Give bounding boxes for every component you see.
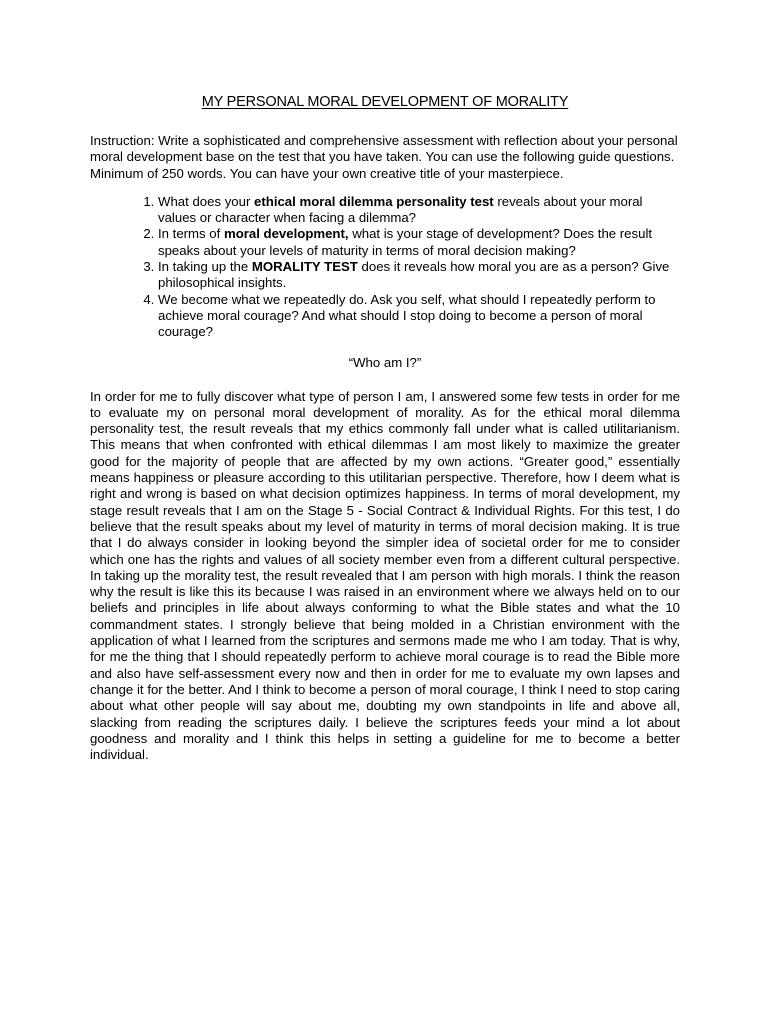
document-title: MY PERSONAL MORAL DEVELOPMENT OF MORALITY [201, 94, 569, 110]
essay-subtitle: “Who am I?” [348, 354, 422, 370]
essay-body: In order for me to fully discover what type of person I am, I answered some few tests in order for me to evaluate my on personal moral development of morality. As for the ethical moral dilemma personality test, the result reveals that my ethics commonly fall under what is called utilitarianism. This means that when confronted with ethical dilemmas I am most likely to maximize the greater good for the majority of people that are affected by my own actions. “Greater good,” essentially means happiness or pleasure according to this utilitarian perspective. Therefore, how I deem what is right and wrong is based on what decision optimizes happiness. In terms of moral development, my stage result reveals that I am on the Stage 5 - Social Contract & Individual Rights. For this test, I do believe that the result speaks about my level of maturity in terms of moral decision making. It is true that I do always consider in looking beyond the simpler idea of societal order for me to consider which one has the rights and values of all society member even from a different cultural perspective. In taking up the morality test, the result revealed that I am person with high morals. I think the reason why the result is like this its because I was raised in an environment where we always held on to our beliefs and principles in life about always conforming to what the Bible states and what the 10 commandment states. I strongly believe that being molded in a Christian environment with the application of what I learned from the scriptures and sermons made me who I am today. That is why, for me the thing that I should repeatedly perform to achieve moral courage is to read the Bible more and also have self-assessment every now and then in order for me to evaluate my own lapses and change it for the better. And I think to become a person of moral courage, I think I need to stop caring about what other people will say about me, doubting my own standpoints in life and above all, slacking from reading the scriptures daily. I believe the scriptures feeds your mind a lot about goodness and morality and I think this helps in setting a guideline for me to become a better individual. [90, 388, 680, 763]
guide-question: 1. What does your ethical moral dilemma personality test reveals about your moral values or character when facing a dilemma? [158, 194, 680, 227]
guide-questions-list [90, 194, 680, 341]
guide-question: 3. In taking up the MORALITY TEST does it reveals how moral you are as a person? Give philosophical insights. [158, 259, 680, 292]
instruction-paragraph: Instruction: Write a sophisticated and comprehensive assessment with reflection about your personal moral development base on the test that you have taken. You can use the following guide questions. Minimum of 250 words. You can have your own creative title of your masterpiece. [90, 133, 678, 181]
guide-question: 2. In terms of moral development, what is your stage of development? Does the result speaks about your levels of maturity in terms of moral decision making? [158, 226, 680, 259]
guide-question: 4. We become what we repeatedly do. Ask you self, what should I repeatedly perform to achieve moral courage? And what should I stop doing to become a person of moral courage? [158, 292, 680, 341]
